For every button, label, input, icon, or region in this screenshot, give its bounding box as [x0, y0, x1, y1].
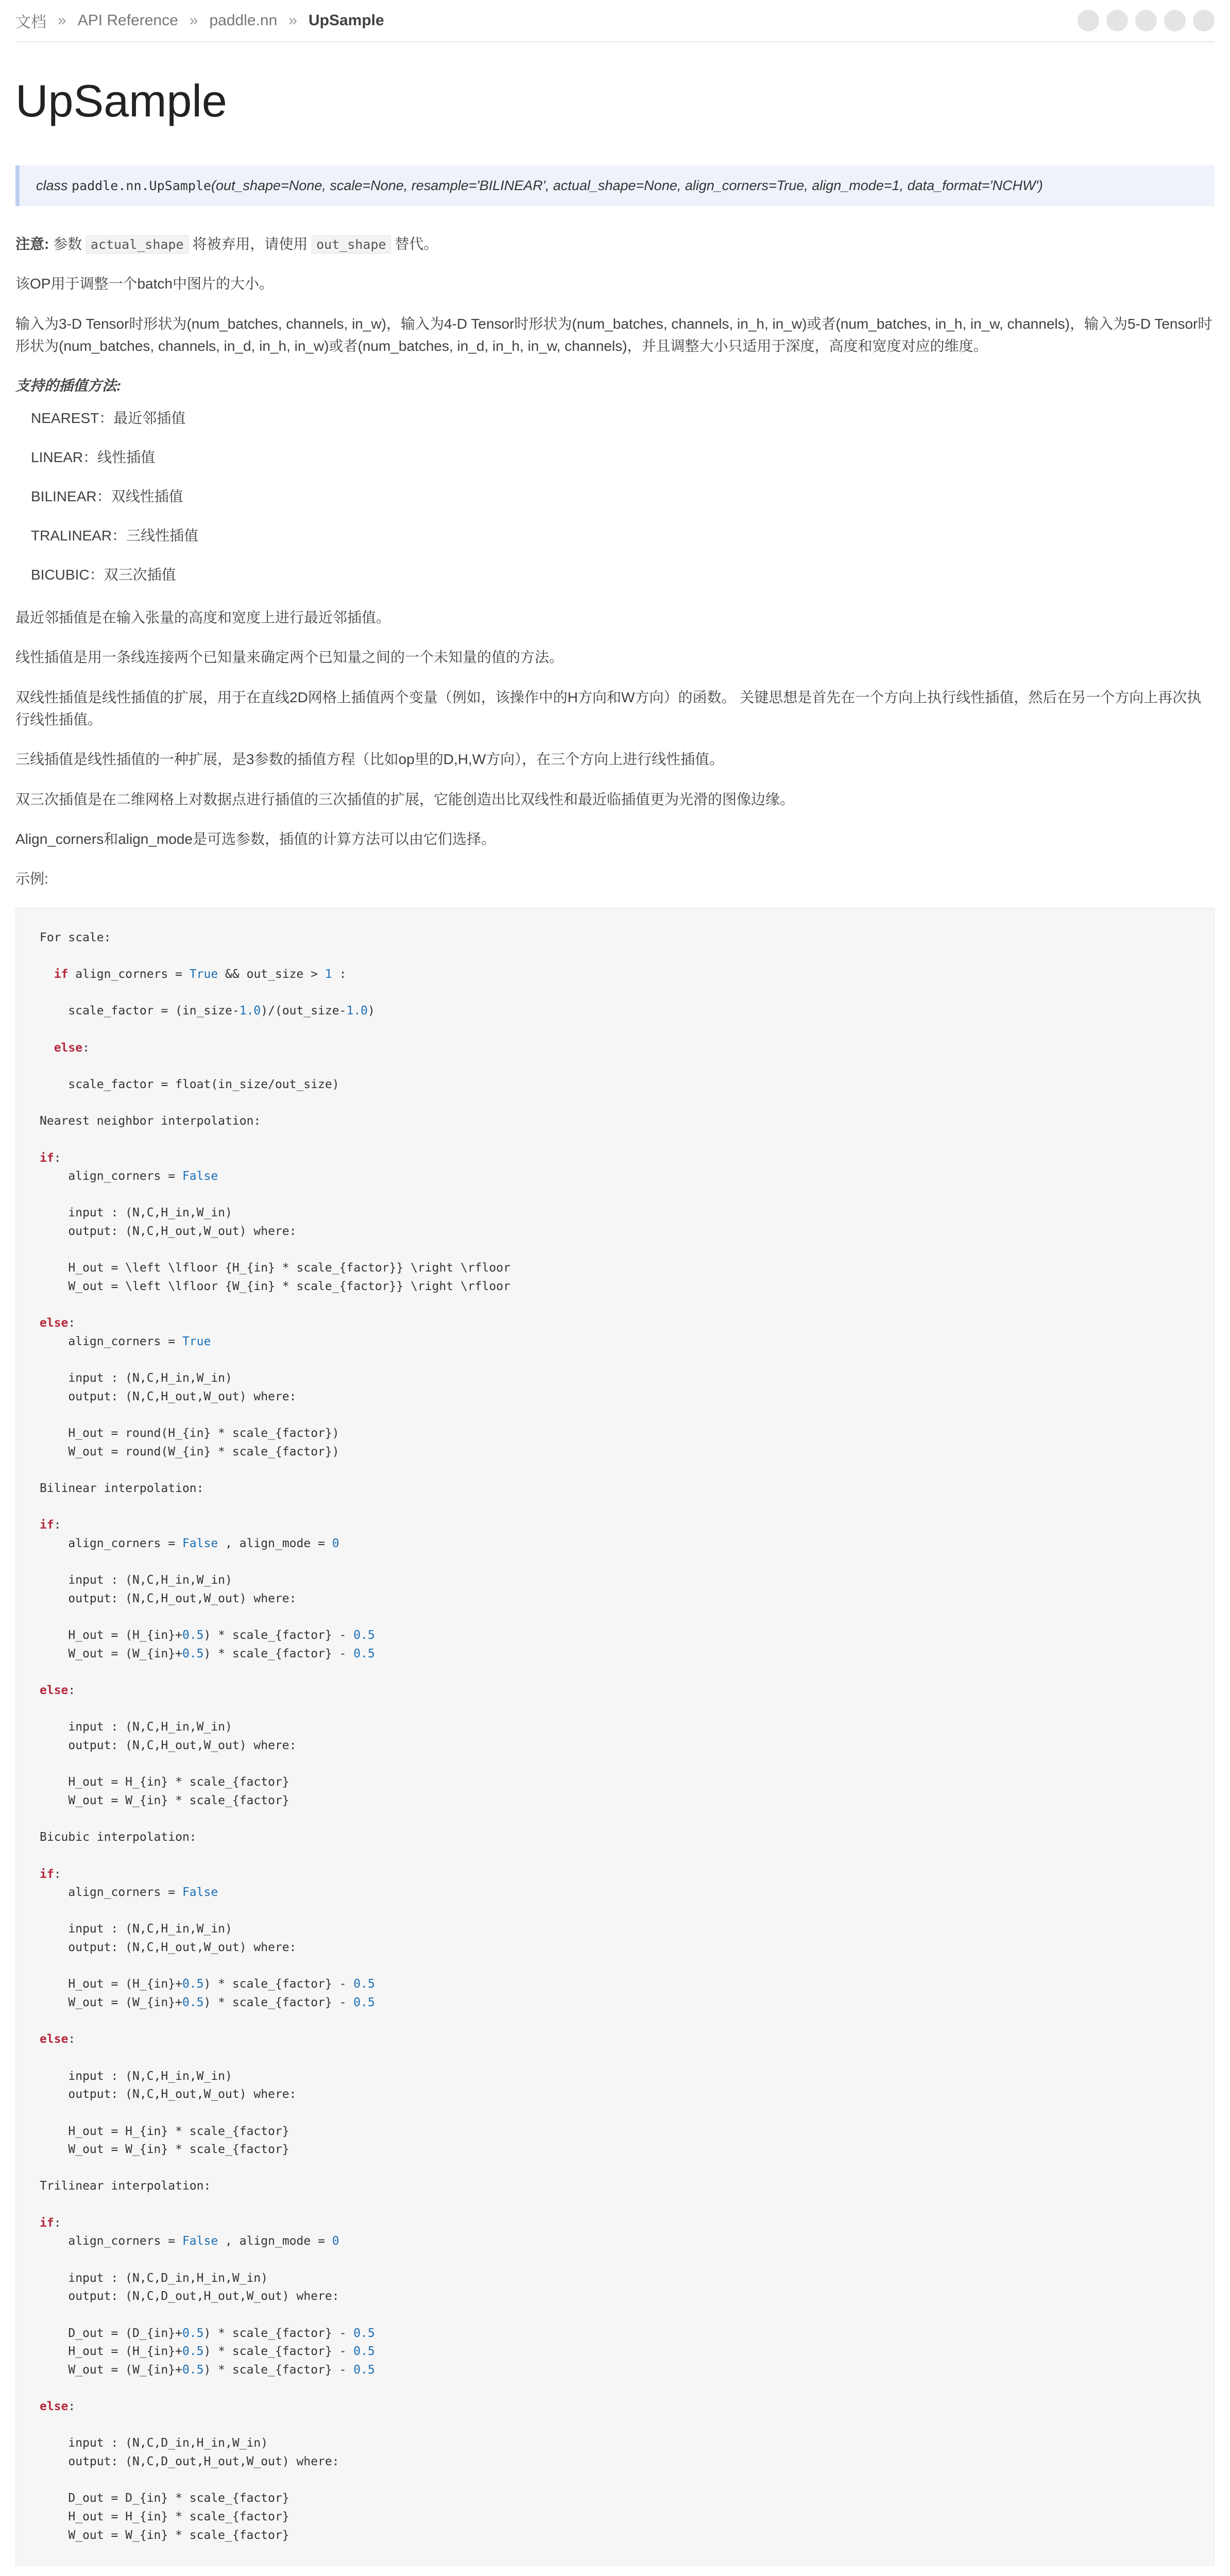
- breadcrumb-api-reference[interactable]: API Reference: [77, 12, 178, 29]
- formula-code-block: For scale: if align_corners = True && out_size > 1 : scale_factor = (in_size-1.0)/(out_size-1.0) else: scale_factor = float(in_size/out_size) Nearest neighbor interpolation: if: align_corners = False input : (N,C,H_in,W_in) output: (N,C,H_out,W_out) where: H_out = \left \lfloor {H_{in} * scale_{factor}} \right \rfloor W_out = \left \lfloor {W_{in} * scale_{factor}} \right \rfloor else: align_corners = True input : (N,C,H_in,W_in) output: (N,C,H_out,W_out) where: H_out = round(H_{in} * scale_{factor}) W_out = round(W_{in} * scale_{factor}) Bilinear interpolation: if: align_corners = False , align_mode = 0 input : (N,C,H_in,W_in) output: (N,C,H_out,W_out) where: H_out = (H_{in}+0.5) * scale_{factor} - 0.5 W_out = (W_{in}+0.5) * scale_{factor} - 0.5 else: input : (N,C,H_in,W_in) output: (N,C,H_out,W_out) where: H_out = H_{in} * scale_{factor} W_out = W_{in} * scale_{factor} Bicubic interpolation: if: align_corners = False input : (N,C,H_in,W_in) output: (N,C,H_out,W_out) where: H_out = (H_{in}+0.5) * scale_{factor} - 0.5 W_out = (W_{in}+0.5) * scale_{factor} - 0.5 else: input : (N,C,H_in,W_in) output: (N,C,H_out,W_out) where: H_out = H_{in} * scale_{factor} W_out = W_{in} * scale_{factor} Trilinear interpolation: if: align_corners = False , align_mode = 0 input : (N,C,D_in,H_in,W_in) output: (N,C,D_out,H_out,W_out) where: D_out = (D_{in}+0.5) * scale_{factor} - 0.5 H_out = (H_{in}+0.5) * scale_{factor} - 0.5 W_out = (W_{in}+0.5) * scale_{factor} - 0.5 else: input : (N,C,D_in,H_in,W_in) output: (N,C,D_out,H_out,W_out) where: D_out = D_{in} * scale_{factor} H_out = H_{in} * scale_{factor} W_out = W_{in} * scale_{factor}: [15, 908, 1215, 2566]
- star-icon[interactable]: [1135, 10, 1157, 31]
- intro-text: 该OP用于调整一个batch中图片的大小。: [15, 276, 274, 292]
- example-label: 示例:: [15, 871, 48, 887]
- star-icon[interactable]: [1193, 10, 1215, 31]
- mode-item: NEAREST：最近邻插值: [31, 410, 186, 426]
- breadcrumb-separator: »: [58, 12, 66, 29]
- note-text: 替代。: [395, 235, 438, 252]
- star-icon[interactable]: [1164, 10, 1186, 31]
- input-description: 输入为3-D Tensor时形状为(num_batches, channels, in_w)，输入为4-D Tensor时形状为(num_batches, channels, in_h, in_w)或者(num_batches, in_h, in_w, channels)，输入为5-D Tensor时形状为(num_batches, channels, in_d, in_h, in_w)或者(num_batches, in_d, in_h, in_w, channels)，并且调整大小只适用于深度，高度和宽度对应的维度。: [15, 315, 1212, 354]
- signature-args: (out_shape=None, scale=None, resample='BILINEAR', actual_shape=None, align_corners=True, align_mode=1, data_format='NCHW'): [211, 177, 1043, 193]
- paragraph: 双三次插值是在二维网格上对数据点进行插值的三次插值的扩展，它能创造出比双线性和最近临插值更为光滑的图像边缘。: [15, 791, 795, 807]
- breadcrumb-docs[interactable]: 文档: [15, 14, 46, 31]
- paragraph: 双线性插值是线性插值的扩展，用于在直线2D网格上插值两个变量（例如，该操作中的H方向和W方向）的函数。 关键思想是首先在一个方向上执行线性插值，然后在另一个方向上再次执行线性插值。: [15, 689, 1202, 727]
- paragraph: 三线插值是线性插值的一种扩展，是3参数的插值方程（比如op里的D,H,W方向），在三个方向上进行线性插值。: [15, 751, 724, 768]
- star-icon[interactable]: [1106, 10, 1128, 31]
- modes-list: [31, 408, 1215, 586]
- deprecation-note: [15, 233, 1215, 255]
- mode-item: BILINEAR：双线性插值: [31, 488, 183, 504]
- modes-title: 支持的插值方法:: [15, 378, 122, 394]
- paragraph: 最近邻插值是在输入张量的高度和宽度上进行最近邻插值。: [15, 609, 391, 625]
- signature-name: paddle.nn.UpSample: [72, 178, 211, 193]
- page-title: UpSample: [15, 75, 227, 126]
- paragraph: 线性插值是用一条线连接两个已知量来确定两个已知量之间的一个未知量的值的方法。: [15, 649, 564, 666]
- breadcrumb-separator: »: [288, 12, 297, 29]
- breadcrumb-bar: [15, 0, 1215, 42]
- note-text: 参数: [53, 235, 82, 252]
- breadcrumb: [15, 9, 384, 32]
- star-icon[interactable]: [1078, 10, 1099, 31]
- note-label: 注意:: [15, 235, 49, 252]
- note-text: 将被弃用，请使用: [192, 235, 308, 252]
- mode-item: TRALINEAR：三线性插值: [31, 527, 199, 544]
- paragraph: Align_corners和align_mode是可选参数，插值的计算方法可以由它们选择。: [15, 831, 496, 848]
- rating-stars[interactable]: [1078, 10, 1215, 31]
- signature-prefix: class: [36, 177, 68, 193]
- note-new-param: out_shape: [312, 235, 390, 253]
- breadcrumb-paddle-nn[interactable]: paddle.nn: [209, 12, 278, 29]
- breadcrumb-current: UpSample: [308, 12, 384, 29]
- note-old-param: actual_shape: [86, 235, 189, 253]
- breadcrumb-separator: »: [189, 12, 198, 29]
- mode-item: BICUBIC：双三次插值: [31, 566, 176, 583]
- class-signature: [15, 165, 1215, 206]
- mode-item: LINEAR：线性插值: [31, 449, 156, 465]
